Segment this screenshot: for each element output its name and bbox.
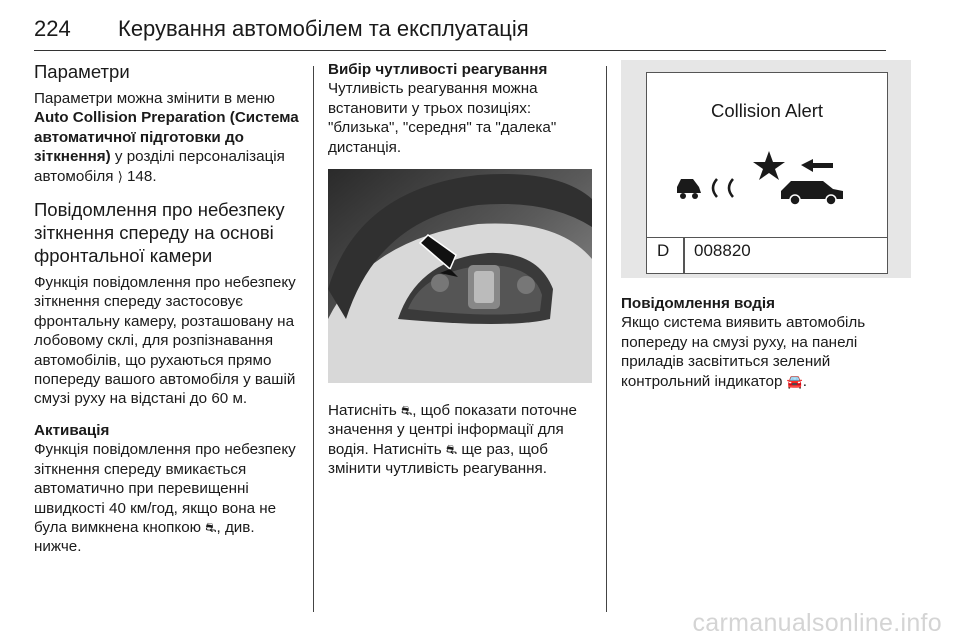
impact-star-icon	[753, 151, 785, 180]
subheading-driver-notice: Повідомлення водія	[621, 295, 775, 312]
arrow-left-icon	[801, 159, 833, 172]
paragraph-activation	[34, 440, 302, 556]
text: , див. нижче.	[34, 518, 255, 556]
paragraph-warning: Функція повідомлення про небезпеку зіткнення спереду застосовує фронтальну камеру, розташовану на лобовому склі, для розпізнавання автомобілів, що рухаються прямо попереду вашого автомобіля у вашій смузі руху на відстані до 60 м.	[34, 274, 296, 408]
text: .	[802, 372, 808, 390]
collision-alert-button-icon: ⛐	[205, 519, 217, 535]
paragraph-driver-notice	[621, 313, 911, 391]
text: ще раз, щоб змінити чутливість реагування.	[328, 440, 548, 478]
column-right	[621, 60, 911, 403]
text: Якщо система виявить автомобіль попереду на смузі руху, на панелі приладів засвітиться зелений контрольний індикатор	[621, 314, 866, 390]
collision-alert-button-icon: ⛐	[445, 441, 458, 457]
paragraph-sensitivity: Чутливість реагування можна встановити у трьох позиціях: "близька", "середня" та "далека" дистанція.	[328, 80, 557, 156]
driver-info-display-figure	[621, 60, 911, 278]
text: Натисніть	[328, 402, 401, 420]
display-title: Collision Alert	[710, 100, 824, 121]
page-reference-arrow-icon: ⟩	[117, 168, 123, 184]
collision-alert-graphic	[673, 147, 865, 209]
vehicle-ahead-icon	[781, 181, 843, 205]
page-reference[interactable]: 148.	[122, 167, 157, 185]
column-divider	[313, 66, 314, 612]
display-screen	[646, 72, 888, 274]
page-header	[34, 16, 886, 51]
display-divider	[683, 238, 685, 273]
column-middle	[328, 60, 592, 491]
display-odometer: 008820	[694, 241, 751, 260]
section-heading-warning: Повідомлення про небезпеку зіткнення спереду на основі фронтальної камери	[34, 199, 285, 267]
vehicle-ahead-indicator-icon: 🚘	[786, 373, 803, 389]
text: Функція повідомлення про небезпеку зіткнення спереду вмикається автоматично при перевищенні швидкості 40 км/год, якщо вона не була вимкнена кнопкою	[34, 441, 296, 536]
column-divider	[606, 66, 607, 612]
paragraph-parameters	[34, 89, 302, 186]
subheading-sensitivity: Вибір чутливості реагування	[328, 61, 548, 78]
display-gear: D	[657, 241, 670, 260]
text: , щоб показати поточне значення у центрі інформації для водія. Натисніть	[328, 402, 577, 458]
collision-alert-button-icon: ⛐	[400, 403, 413, 419]
menu-name: Auto Collision Preparation (Система автоматичної підготовки до зіткнення)	[34, 109, 299, 166]
own-car-icon	[677, 179, 701, 199]
signal-wave-icon	[729, 179, 733, 197]
text: у розділі персоналізація автомобіля	[34, 148, 285, 185]
paragraph-press-button	[328, 401, 592, 479]
subheading-activation: Активація	[34, 421, 110, 439]
signal-wave-icon	[713, 179, 717, 197]
text: Параметри можна змінити в меню	[34, 90, 275, 107]
steering-wheel-figure	[328, 169, 592, 383]
watermark: carmanualsonline.info	[692, 609, 942, 637]
running-title: Керування автомобілем та експлуатація	[118, 16, 529, 41]
section-heading-parameters: Параметри	[34, 61, 130, 82]
column-left	[34, 60, 302, 569]
page-number: 224	[34, 16, 71, 41]
